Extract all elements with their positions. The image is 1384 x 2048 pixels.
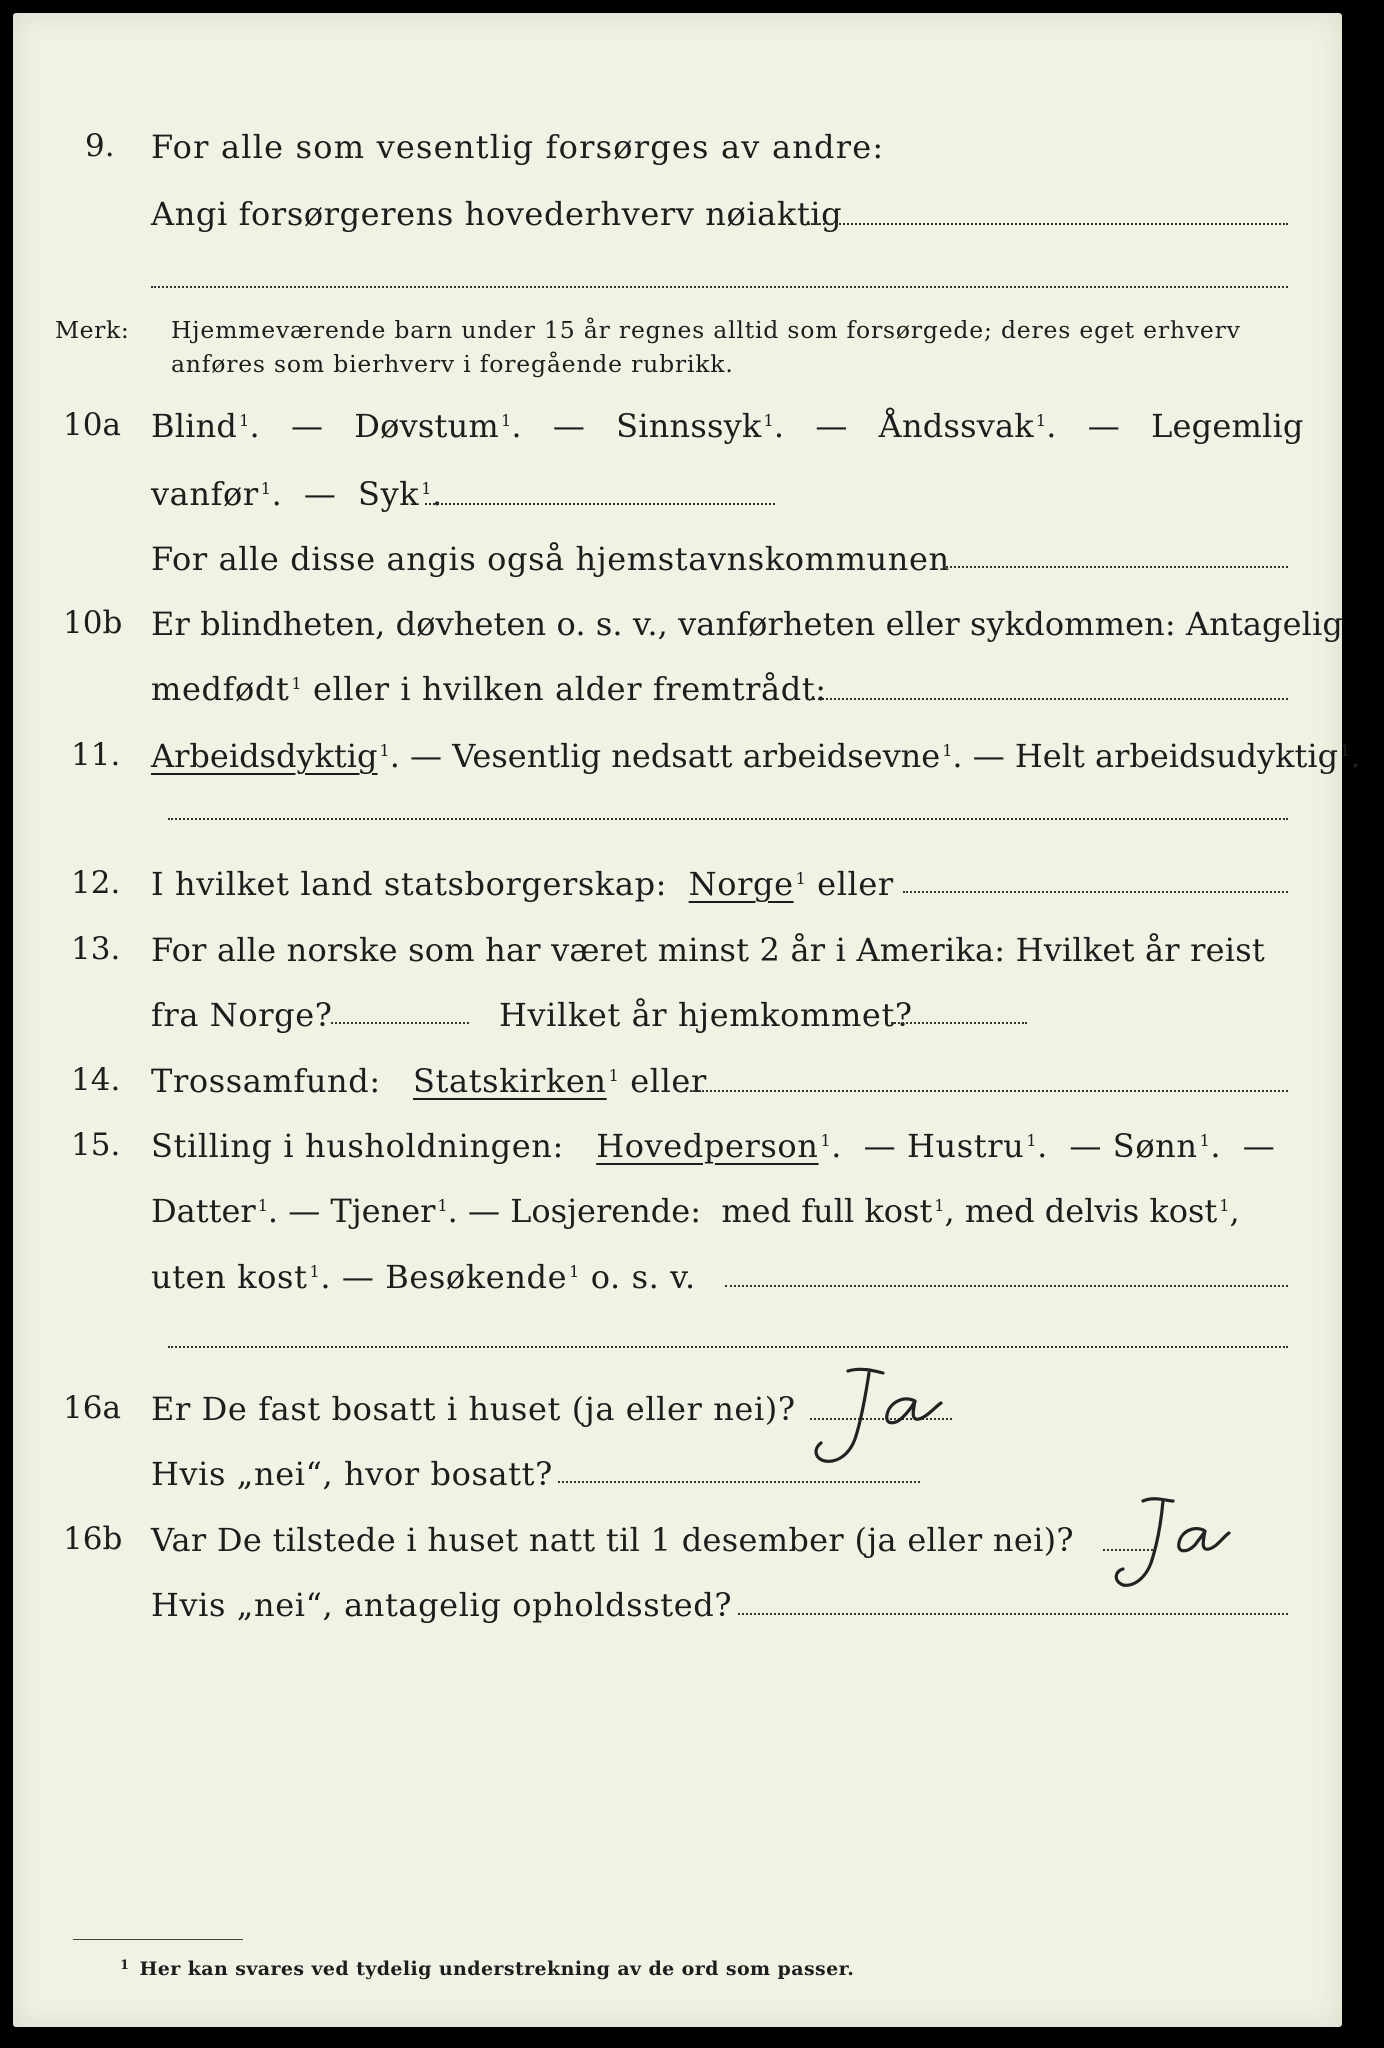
q10b-line1: Er blindheten, døvheten o. s. v., vanførheten eller sykdommen: Antagelig bbox=[151, 605, 1343, 643]
q13-fra: fra Norge? bbox=[151, 996, 333, 1034]
q15-line1: Stilling i husholdningen: Hovedperson $^1$. — Hustru $^1$. — Sønn $^1$. — bbox=[151, 1127, 1276, 1165]
q10b-answer-line bbox=[813, 698, 1288, 700]
q16a-handwritten-ja bbox=[803, 1361, 973, 1471]
q10a-line2: vanfør $^1$. — Syk $^1$. bbox=[151, 475, 443, 513]
q16a-hvis-line bbox=[558, 1481, 920, 1483]
q14-number: 14. bbox=[71, 1062, 121, 1098]
q13-number: 13. bbox=[71, 931, 121, 967]
q16a-hvis: Hvis „nei“, hvor bosatt? bbox=[151, 1455, 553, 1493]
q9-line1: For alle som vesentlig forsørges av andre: bbox=[151, 128, 885, 166]
option-udyktig: — Helt arbeidsudyktig bbox=[972, 737, 1339, 775]
option-vanfor: vanfør bbox=[151, 475, 259, 513]
census-form-page bbox=[13, 13, 1361, 2027]
q14-line1: Trossamfund: Statskirken $^1$ eller bbox=[151, 1062, 707, 1100]
q16b-number: 16b bbox=[63, 1521, 123, 1557]
option-arbeidsdyktig-underlined: Arbeidsdyktig bbox=[151, 737, 378, 775]
option-dovstum: Døvstum bbox=[354, 407, 499, 445]
option-nedsatt: — Vesentlig nedsatt arbeidsevne bbox=[410, 737, 941, 775]
option-legemlig: Legemlig bbox=[1151, 407, 1304, 445]
q10a-line1: Blind $^1$. — Døvstum $^1$. — Sinnssyk $^1$. — Åndssvak $^1$. — Legemlig bbox=[151, 407, 1304, 445]
merk-line1: Hjemmeværende barn under 15 år regnes alltid som forsørgede; deres eget erhverv bbox=[171, 316, 1241, 344]
q16b-handwritten-ja bbox=[1103, 1491, 1273, 1601]
option-syk: Syk bbox=[358, 475, 420, 513]
q16a-question: Er De fast bosatt i huset (ja eller nei)? bbox=[151, 1390, 796, 1428]
q14-answer-line bbox=[685, 1090, 1288, 1092]
q12-number: 12. bbox=[71, 865, 121, 901]
q13-fra-line bbox=[331, 1022, 469, 1024]
q15-answer-line bbox=[725, 1285, 1288, 1287]
footnote-rule bbox=[73, 1939, 243, 1940]
q16b-hvis-line bbox=[738, 1613, 1288, 1615]
option-medfodt: medfødt bbox=[151, 670, 290, 708]
option-norge-underlined: Norge bbox=[688, 865, 794, 903]
option-statskirken-underlined: Statskirken bbox=[413, 1062, 607, 1100]
option-hovedperson-underlined: Hovedperson bbox=[596, 1127, 819, 1165]
q16b-question: Var De tilstede i huset natt til 1 desember (ja eller nei)? bbox=[151, 1521, 1074, 1559]
q15-number: 15. bbox=[71, 1127, 121, 1163]
q11-answer-line bbox=[168, 818, 1288, 820]
q10a-syk-line bbox=[425, 503, 775, 505]
q12-answer-line bbox=[903, 891, 1288, 893]
q16a-number: 16a bbox=[63, 1390, 121, 1426]
q15-line2: Datter $^1$. — Tjener $^1$. — Losjerende: med full kost $^1$, med delvis kost $^1$, bbox=[151, 1192, 1240, 1230]
q12-line1: I hvilket land statsborgerskap: Norge $^1$ eller bbox=[151, 865, 894, 903]
option-blind: Blind bbox=[151, 407, 238, 445]
merk-line2: anføres som bierhverv i foregående rubrikk. bbox=[171, 350, 734, 378]
q10a-line3: For alle disse angis også hjemstavnskommunen bbox=[151, 540, 950, 578]
q13-hjem: Hvilket år hjemkommet? bbox=[499, 996, 913, 1034]
q9-answer-line bbox=[808, 223, 1288, 225]
footnote: $^1$ Her kan svares ved tydelig understrekning av de ord som passer. bbox=[120, 1958, 855, 1980]
q16b-hvis: Hvis „nei“, antagelig opholdssted? bbox=[151, 1586, 733, 1624]
q15-answer-line-2 bbox=[168, 1346, 1288, 1348]
q10b-line2: medfødt $^1$ eller i hvilken alder fremtrådt: bbox=[151, 670, 827, 708]
q15-line3: uten kost $^1$. — Besøkende $^1$ o. s. v. bbox=[151, 1258, 696, 1296]
q11-number: 11. bbox=[71, 737, 121, 773]
q10a-number: 10a bbox=[63, 407, 121, 443]
q10b-number: 10b bbox=[63, 605, 123, 641]
q11-line1: Arbeidsdyktig $^1$. — Vesentlig nedsatt arbeidsevne $^1$. — Helt arbeidsudyktig $^1$. bbox=[151, 737, 1361, 775]
q13-line1: For alle norske som har været minst 2 år i Amerika: Hvilket år reist bbox=[151, 931, 1265, 969]
option-sinnssyk: Sinnssyk bbox=[616, 407, 762, 445]
q10a-kommune-line bbox=[943, 566, 1288, 568]
q13-hjem-line bbox=[891, 1022, 1027, 1024]
q9-number: 9. bbox=[85, 128, 115, 164]
option-andssvak: Åndssvak bbox=[878, 407, 1034, 445]
q9-answer-line-2 bbox=[151, 286, 1288, 288]
q9-line2: Angi forsørgerens hovederhverv nøiaktig bbox=[151, 195, 843, 233]
merk-label: Merk: bbox=[55, 316, 130, 344]
